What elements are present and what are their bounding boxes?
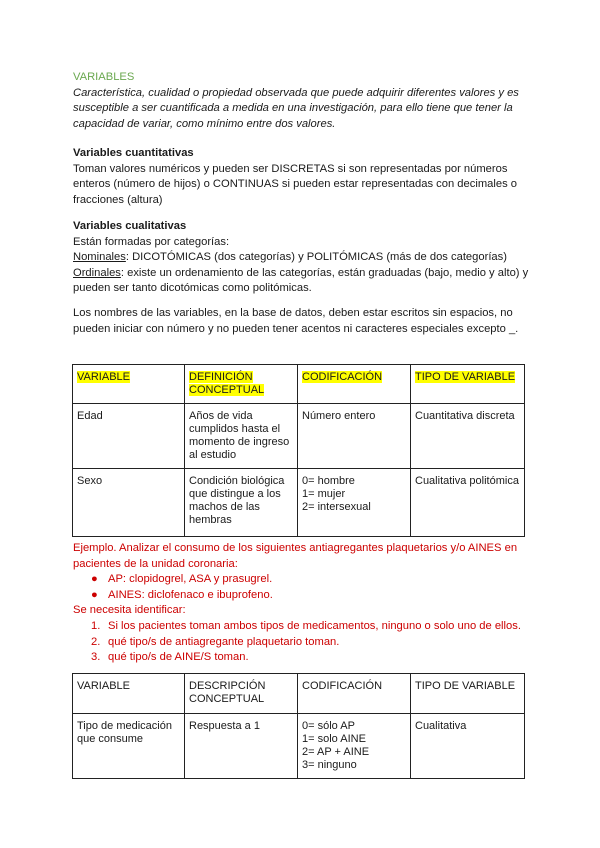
- variables-definition: Característica, cualidad o propiedad observada que puede adquirir diferentes valores y es susceptible a ser cuantificada a medida en una investigación, para ello tiene que tener la capacidad de variar, como mínimo entre dos valores.: [73, 86, 519, 130]
- list-item: 3. qué tipo/s de AINE/S toman.: [91, 651, 249, 664]
- table-header-cell: DEFINICIÓN CONCEPTUAL: [185, 365, 298, 404]
- qualitative-intro: Están formadas por categorías:: [73, 235, 230, 248]
- table-cell-definition: Condición biológica que distingue a los machos de las hembras: [185, 469, 298, 537]
- qualitative-heading: Variables cualitativas: [73, 220, 187, 232]
- table-row: [73, 404, 525, 469]
- page-title: VARIABLES: [73, 71, 135, 83]
- table-cell-type: Cualitativa politómica: [411, 469, 525, 537]
- nominal-label: Nominales: [73, 251, 126, 264]
- table-header-cell: TIPO DE VARIABLE: [411, 674, 525, 714]
- naming-note: Los nombres de las variables, en la base de datos, deben estar escritos sin espacios, no pueden iniciar con número y no pueden tener acentos ni caracteres especiales excepto _.: [73, 307, 519, 335]
- quantitative-text: Toman valores numéricos y pueden ser DISCRETAS si son representadas por números enteros (número de hijos) o CONTINUAS si pueden estar representadas con decimales o fracciones (altura): [73, 162, 517, 206]
- ordinal-text: : existe un ordenamiento de las categorías, están graduadas (bajo, medio y alto) y pueden ser tanto dicotómicas como politómicas.: [73, 266, 529, 295]
- numbered-list: [73, 619, 533, 666]
- table-cell-type: Cualitativa: [411, 714, 525, 779]
- quantitative-heading: Variables cuantitativas: [73, 147, 194, 159]
- table-row: [73, 469, 525, 537]
- table-header-row: [73, 674, 525, 714]
- list-item: ● AP: clopidogrel, ASA y prasugrel.: [91, 572, 533, 588]
- nominal-text: : DICOTÓMICAS (dos categorías) y POLITÓMICAS (más de dos categorías): [125, 251, 507, 264]
- variables-table-1: [72, 364, 525, 537]
- table-cell-definition: Años de vida cumplidos hasta el momento de ingreso al estudio: [185, 404, 298, 469]
- table-header-cell: DESCRIPCIÓN CONCEPTUAL: [185, 674, 298, 714]
- table-header-cell: TIPO DE VARIABLE: [411, 365, 525, 404]
- table-header-cell: CODIFICACIÓN: [298, 365, 411, 404]
- table-cell-type: Cuantitativa discreta: [411, 404, 525, 469]
- ordinal-label: Ordinales: [73, 266, 121, 279]
- naming-note-section: [73, 306, 533, 337]
- nominal-definition: [73, 250, 533, 266]
- table-header-cell: VARIABLE: [73, 674, 185, 714]
- table-cell-variable: Edad: [73, 404, 185, 469]
- table-cell-description: Respuesta a 1: [185, 714, 298, 779]
- table-cell-variable: Tipo de medicación que consume: [73, 714, 185, 779]
- list-item: 1. Si los pacientes toman ambos tipos de medicamentos, ninguno o solo uno de ellos.: [91, 619, 521, 632]
- variables-table-2: [72, 673, 525, 779]
- bullet-list: [73, 572, 533, 603]
- quantitative-section: [73, 146, 533, 208]
- example-intro: Ejemplo. Analizar el consumo de los siguientes antiagregantes plaquetarios y/o AINES en pacientes de la unidad coronaria:: [73, 542, 518, 570]
- qualitative-section: [73, 219, 533, 297]
- table-row: [73, 714, 525, 779]
- table-header-cell: VARIABLE: [73, 365, 185, 404]
- table-cell-coding: 0= hombre 1= mujer 2= intersexual: [298, 469, 411, 537]
- list-item: ● AINES: diclofenaco e ibuprofeno.: [91, 588, 533, 604]
- list-item: 2. qué tipo/s de antiagregante plaquetario toman.: [91, 635, 340, 648]
- table-header-row: [73, 365, 525, 404]
- table-cell-coding: 0= sólo AP 1= solo AINE 2= AP + AINE 3= ninguno: [298, 714, 411, 779]
- table-cell-variable: Sexo: [73, 469, 185, 537]
- identify-label: Se necesita identificar:: [73, 604, 186, 617]
- table-header-cell: CODIFICACIÓN: [298, 674, 411, 714]
- table-cell-coding: Número entero: [298, 404, 411, 469]
- example-section: [73, 541, 533, 666]
- intro-section: [73, 70, 533, 132]
- ordinal-definition: [73, 266, 533, 297]
- bullet-icon: ●: [91, 588, 98, 601]
- bullet-icon: ●: [91, 573, 98, 586]
